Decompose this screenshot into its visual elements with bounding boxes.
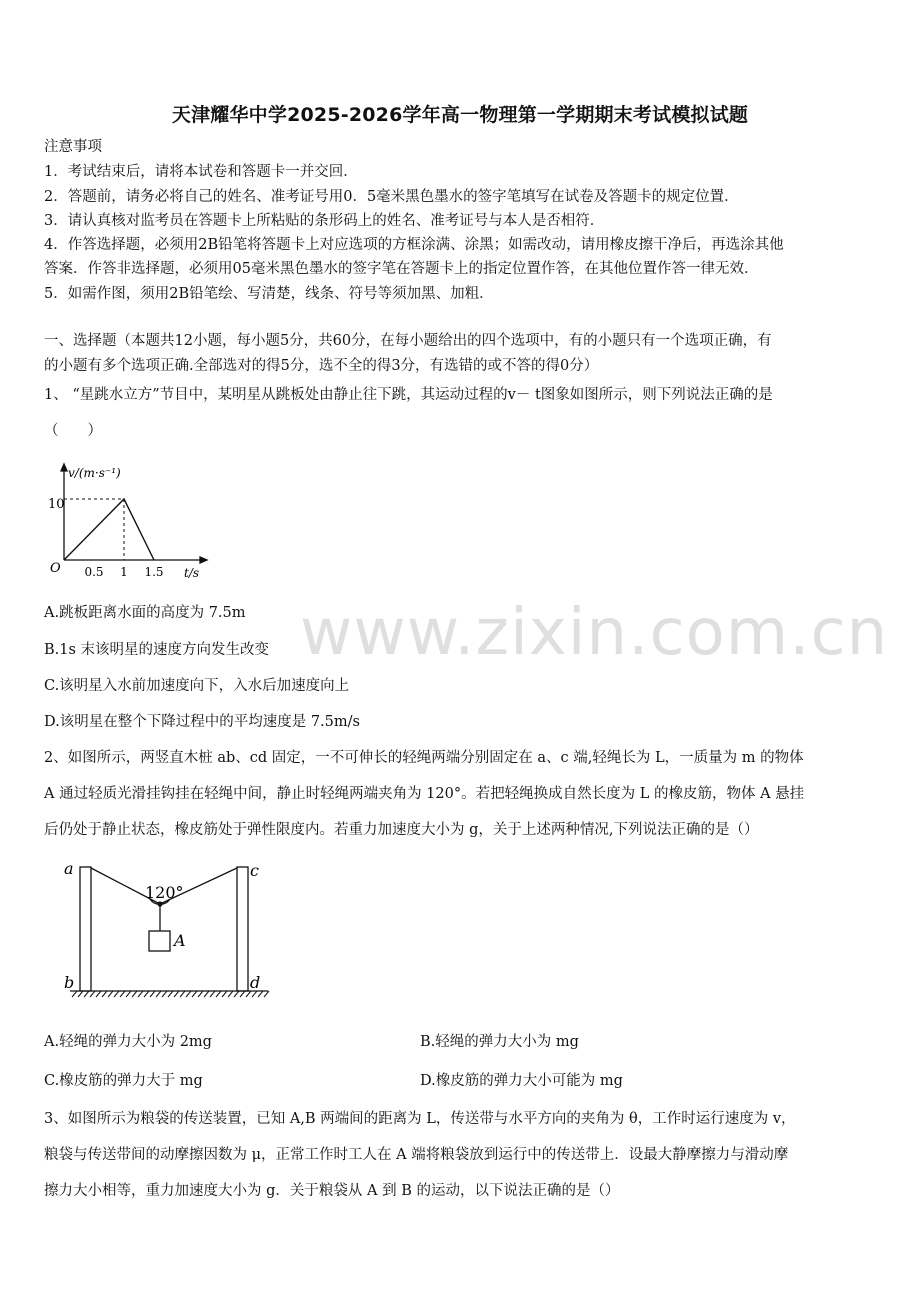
ground-hatch bbox=[120, 991, 125, 997]
section-1-intro-cont: 的小题有多个选项正确.全部选对的得5分，选不全的得3分，有选错的或不答的得0分） bbox=[44, 358, 599, 374]
ground-hatch bbox=[84, 991, 89, 997]
ground-hatch bbox=[204, 991, 209, 997]
vt-ytick-10: 10 bbox=[48, 497, 65, 512]
ground-hatch bbox=[168, 991, 173, 997]
q1-stem: 1、 “星跳水立方”节目中，某明星从跳板处由静止往下跳，其运动过程的v－ t图象如图所示，则下列说法正确的是 bbox=[44, 387, 773, 403]
y-axis-arrow bbox=[61, 464, 67, 471]
ground-hatch bbox=[222, 991, 227, 997]
ground-hatch bbox=[192, 991, 197, 997]
q3-stem-1: 3、如图所示为粮袋的传送装置，已知 A,B 两端间的距离为 L，传送带与水平方向的夹角为 θ，工作时运行速度为 v， bbox=[44, 1111, 796, 1127]
mass-block bbox=[149, 931, 170, 951]
watermark: www.zixin.com.cn bbox=[300, 596, 889, 670]
ground-hatch bbox=[114, 991, 119, 997]
ground-hatch bbox=[144, 991, 149, 997]
label-angle: 120° bbox=[145, 883, 184, 902]
ground-hatch bbox=[126, 991, 131, 997]
label-a: a bbox=[64, 859, 74, 878]
vt-xtick-1: 1 bbox=[120, 565, 128, 579]
ground-hatch bbox=[186, 991, 191, 997]
label-b: b bbox=[64, 973, 75, 992]
q2-option-a: A.轻绳的弹力大小为 2mg bbox=[44, 1034, 212, 1050]
ground-hatch bbox=[138, 991, 143, 997]
ground-hatch bbox=[156, 991, 161, 997]
note-item-4: 4．作答选择题，必须用2B铅笔将答题卡上对应选项的方框涂满、涂黑；如需改动，请用橡皮擦干净后，再选涂其他 bbox=[44, 237, 784, 253]
ground-hatch bbox=[90, 991, 95, 997]
ground-hatch bbox=[264, 991, 269, 997]
note-item-5: 5．如需作图，须用2B铅笔绘、写清楚，线条、符号等须加黑、加粗． bbox=[44, 286, 494, 302]
vt-series-line bbox=[64, 499, 154, 560]
section-1-intro: 一、选择题（本题共12小题，每小题5分，共60分，在每小题给出的四个选项中，有的小题只有一个选项正确，有 bbox=[44, 333, 772, 349]
ground-hatch bbox=[234, 991, 239, 997]
ground-hatch bbox=[96, 991, 101, 997]
q2-option-c: C.橡皮筋的弹力大于 mg bbox=[44, 1073, 203, 1089]
q1-option-d: D.该明星在整个下降过程中的平均速度是 7.5m/s bbox=[44, 714, 360, 730]
note-item-2: 2．答题前，请务必将自己的姓名、准考证号用0．5毫米黑色墨水的签字笔填写在试卷及答题卡的规定位置． bbox=[44, 189, 739, 205]
note-item-4-cont: 答案．作答非选择题，必须用05毫米黑色墨水的签字笔在答题卡上的指定位置作答，在其他位置作答一律无效． bbox=[44, 261, 759, 277]
q1-vt-graph bbox=[44, 458, 214, 583]
ground-hatch bbox=[228, 991, 233, 997]
post-cd bbox=[237, 867, 248, 991]
q2-stem-2: A 通过轻质光滑挂钩挂在轻绳中间，静止时轻绳两端夹角为 120°。若把轻绳换成自然长度为 L 的橡皮筋，物体 A 悬挂 bbox=[44, 786, 805, 802]
q1-option-c: C.该明星入水前加速度向下，入水后加速度向上 bbox=[44, 678, 350, 694]
label-d: d bbox=[250, 973, 261, 992]
q2-stem-1: 2、如图所示，两竖直木桩 ab、cd 固定，一不可伸长的轻绳两端分别固定在 a、c 端,轻绳长为 L，一质量为 m 的物体 bbox=[44, 750, 804, 766]
x-axis-arrow bbox=[200, 557, 207, 563]
note-item-1: 1．考试结束后，请将本试卷和答题卡一并交回． bbox=[44, 164, 358, 180]
q3-stem-3: 擦力大小相等，重力加速度大小为 g．关于粮袋从 A 到 B 的运动，以下说法正确的是（） bbox=[44, 1183, 620, 1199]
q2-option-b: B.轻绳的弹力大小为 mg bbox=[420, 1034, 579, 1050]
vt-xlabel: t/s bbox=[184, 566, 200, 580]
vt-ylabel: v/(m·s⁻¹) bbox=[68, 466, 121, 480]
notes-heading: 注意事项 bbox=[44, 139, 102, 155]
ground-hatch bbox=[132, 991, 137, 997]
q2-option-d: D.橡皮筋的弹力大小可能为 mg bbox=[420, 1073, 623, 1089]
ground-hatch bbox=[174, 991, 179, 997]
label-mass: A bbox=[174, 931, 186, 950]
post-ab bbox=[80, 867, 91, 991]
ground-hatch bbox=[102, 991, 107, 997]
vt-xtick-1.5: 1.5 bbox=[144, 565, 164, 579]
ground-hatch bbox=[240, 991, 245, 997]
label-c: c bbox=[250, 861, 259, 880]
vt-origin: O bbox=[50, 561, 61, 576]
note-item-3: 3．请认真核对监考员在答题卡上所粘贴的条形码上的姓名、准考证号与本人是否相符． bbox=[44, 213, 605, 229]
ground-hatch bbox=[210, 991, 215, 997]
q1-paren: （ ） bbox=[44, 423, 102, 439]
q3-stem-2: 粮袋与传送带间的动摩擦因数为 μ，正常工作时工人在 A 端将粮袋放到运行中的传送带上．设最大静摩擦力与滑动摩 bbox=[44, 1147, 789, 1163]
q1-option-b: B.1s 末该明星的速度方向发生改变 bbox=[44, 642, 270, 658]
page-title: 天津耀华中学2025-2026学年高一物理第一学期期末考试模拟试题 bbox=[171, 104, 749, 126]
hook-point bbox=[157, 901, 162, 906]
q2-figure bbox=[56, 855, 276, 1005]
q1-option-a: A.跳板距离水面的高度为 7.5m bbox=[44, 605, 246, 621]
q2-stem-3: 后仍处于静止状态，橡皮筋处于弹性限度内。若重力加速度大小为 g，关于上述两种情况,下列说法正确的是（） bbox=[44, 822, 759, 838]
vt-xtick-0.5: 0.5 bbox=[84, 565, 104, 579]
ground-hatch bbox=[150, 991, 155, 997]
ground-hatch bbox=[198, 991, 203, 997]
ground-hatch bbox=[108, 991, 113, 997]
ground-hatch bbox=[162, 991, 167, 997]
ground-hatch bbox=[180, 991, 185, 997]
ground-hatch bbox=[216, 991, 221, 997]
ground-hatch bbox=[78, 991, 83, 997]
